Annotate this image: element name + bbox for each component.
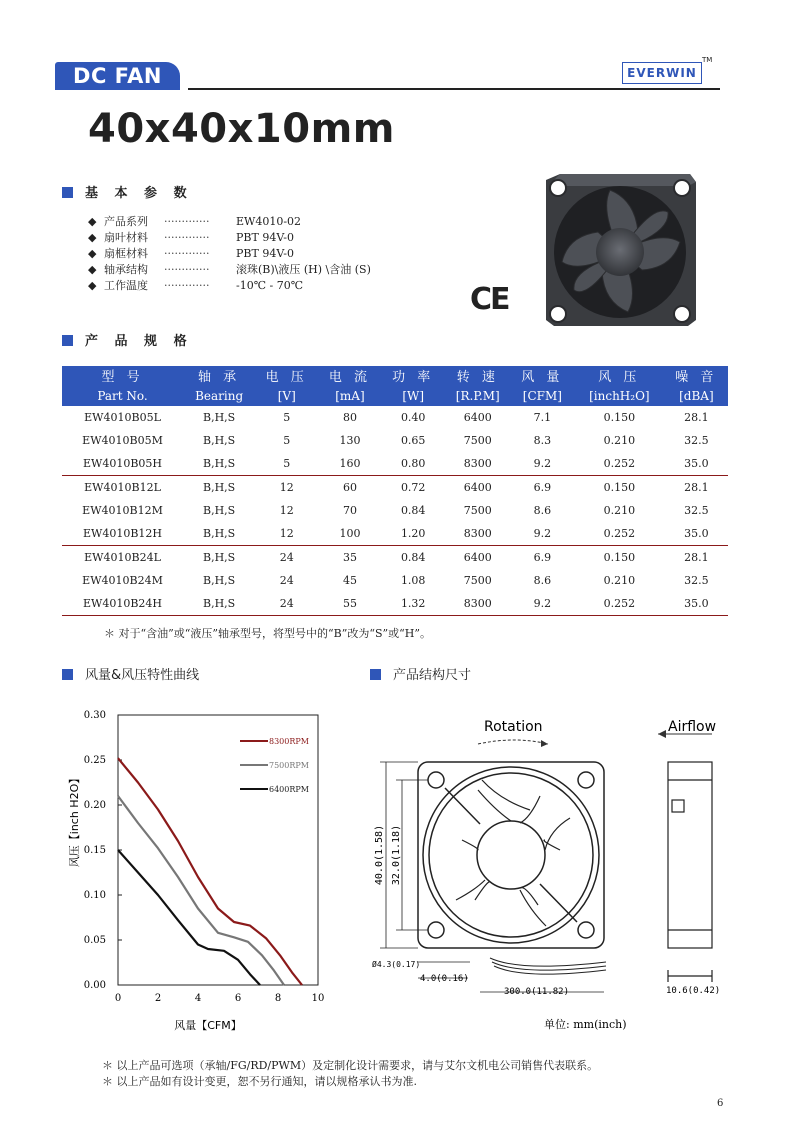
table-cell: 0.210	[603, 504, 636, 517]
table-cell: EW4010B05L	[84, 411, 161, 424]
param-leader-dots: ·············	[164, 263, 210, 276]
table-cell: 28.1	[684, 411, 709, 424]
table-cell: 80	[342, 411, 357, 424]
page-number: 6	[717, 1098, 724, 1109]
diamond-bullet-icon: ◆	[88, 247, 97, 260]
table-cell: 0.252	[574, 592, 665, 616]
curve-title: 风量&风压特性曲线	[85, 668, 200, 683]
param-value: 滚珠(B)\液压 (H) \含油 (S)	[236, 263, 371, 276]
y-tick-label: 0.15	[83, 845, 106, 856]
table-cell: 8.6	[533, 504, 552, 517]
x-axis-label: 风量【CFM】	[174, 1019, 242, 1032]
header-cell-en: Bearing	[183, 385, 255, 406]
param-value: -10℃ - 70℃	[236, 279, 304, 292]
legend-label: 6400RPM	[269, 785, 309, 794]
curve-heading	[62, 664, 199, 683]
rotation-label: Rotation	[484, 719, 543, 735]
unit-label: 单位: mm(inch)	[544, 1018, 627, 1031]
table-body	[62, 406, 728, 616]
table-cell: 45	[342, 574, 357, 587]
table-cell: 160	[318, 452, 381, 476]
table-cell: 5	[283, 411, 291, 424]
table-cell: 7500	[463, 574, 492, 587]
table-cell: 0.150	[603, 411, 636, 424]
param-leader-dots: ·············	[164, 231, 210, 244]
airflow-label: Airflow	[668, 719, 717, 735]
y-axis-label: 风压【inch H2O】	[68, 772, 81, 868]
y-tick-label: 0.30	[83, 710, 106, 721]
header-cell-cn: 转 速	[445, 366, 511, 385]
header-cell-cn: 轴 承	[183, 366, 255, 385]
table-row	[62, 499, 728, 522]
table-cell: 24	[279, 574, 294, 587]
table-cell: B,H,S	[202, 481, 236, 494]
table-cell: 8300	[445, 592, 511, 616]
x-tick-label: 4	[194, 993, 202, 1004]
basic-params-list	[88, 214, 371, 294]
y-tick-label: 0.10	[83, 890, 106, 901]
legend-label: 8300RPM	[269, 737, 309, 746]
header-cell-en: [inchH₂O]	[574, 385, 665, 406]
x-tick-label: 2	[154, 993, 162, 1004]
header-rule	[188, 88, 720, 90]
dim-10-6-label: 10.6(0.42)	[666, 986, 721, 996]
header-cell-cn: 噪 音	[665, 366, 728, 385]
table-cell: EW4010B12L	[84, 481, 161, 494]
dim-300-label: 300.0(11.82)	[504, 987, 570, 997]
table-cell: 6.9	[533, 481, 552, 494]
diamond-bullet-icon: ◆	[88, 231, 97, 244]
param-value: PBT 94V-0	[236, 247, 294, 260]
y-tick-label: 0.00	[83, 980, 106, 991]
diamond-bullet-icon: ◆	[88, 215, 97, 228]
table-cell: 6400	[463, 481, 492, 494]
table-cell: EW4010B24M	[82, 574, 163, 587]
table-cell: 55	[318, 592, 381, 616]
table-cell: 0.150	[603, 551, 636, 564]
table-cell: 6.9	[533, 551, 552, 564]
table-cell: B,H,S	[202, 434, 236, 447]
series-line-6400RPM	[118, 850, 260, 985]
table-cell: 9.2	[511, 522, 574, 546]
table-row	[62, 522, 728, 546]
param-label: 扇叶材料	[104, 231, 148, 244]
fan-front-view	[418, 762, 604, 948]
table-cell: 9.2	[511, 452, 574, 476]
param-row	[88, 246, 371, 262]
table-cell: B,H,S	[202, 574, 236, 587]
param-label: 扇框材料	[104, 247, 148, 260]
param-row	[88, 262, 371, 278]
table-cell: 0.65	[400, 434, 426, 447]
table-cell: B,H,S	[202, 504, 236, 517]
header-cell-cn: 型 号	[62, 366, 183, 385]
table-row	[62, 429, 728, 452]
basic-params-title: 基 本 参 数	[85, 186, 193, 201]
table-cell: 0.210	[603, 434, 636, 447]
param-row	[88, 230, 371, 246]
table-cell: 0.72	[400, 481, 426, 494]
param-label: 工作温度	[104, 279, 148, 292]
footnotes	[102, 1058, 598, 1090]
header-cell-cn: 电 压	[255, 366, 318, 385]
table-row	[62, 569, 728, 592]
table-cell: EW4010B05M	[82, 434, 163, 447]
table-row	[62, 592, 728, 616]
header-cell-cn: 风 压	[574, 366, 665, 385]
page-title: 40x40x10mm	[88, 106, 395, 152]
table-cell: B,H,S	[202, 551, 236, 564]
dim-4-label: 4.0(0.16)	[420, 974, 469, 984]
dim-40-label: 40.0(1.58)	[374, 824, 385, 886]
table-cell: 28.1	[684, 551, 709, 564]
header-cell-en: [mA]	[318, 385, 381, 406]
basic-params-heading	[62, 182, 193, 201]
table-cell: B,H,S	[183, 522, 255, 546]
table-cell: 6400	[463, 411, 492, 424]
specs-title: 产 品 规 格	[85, 334, 193, 349]
param-value: EW4010-02	[236, 215, 302, 228]
series-line-7500RPM	[118, 796, 284, 985]
struct-heading	[370, 664, 471, 683]
table-cell: 32.5	[684, 574, 709, 587]
header-cell-en: Part No.	[62, 385, 183, 406]
specs-heading	[62, 330, 193, 349]
airflow-arrowhead-icon	[658, 730, 666, 738]
param-label: 产品系列	[104, 215, 148, 228]
plot-frame	[118, 715, 318, 985]
table-cell: 8.3	[533, 434, 552, 447]
header-cell-cn: 功 率	[382, 366, 445, 385]
table-cell: 8.6	[533, 574, 552, 587]
table-cell: 7500	[463, 434, 492, 447]
header-cell-en: [R.P.M]	[445, 385, 511, 406]
y-tick-label: 0.05	[83, 935, 106, 946]
table-note: ＊ 对于“含油”或“液压”轴承型号，将型号中的“B”改为“S”或“H”。	[104, 627, 431, 640]
table-cell: 32.5	[684, 504, 709, 517]
table-cell: 0.40	[400, 411, 426, 424]
diamond-bullet-icon: ◆	[88, 279, 97, 292]
param-leader-dots: ·············	[164, 279, 210, 292]
diamond-bullet-icon: ◆	[88, 263, 97, 276]
table-cell: 8300	[445, 522, 511, 546]
table-cell: 1.08	[400, 574, 426, 587]
table-cell: 7500	[463, 504, 492, 517]
table-cell: 1.20	[382, 522, 445, 546]
table-cell: 12	[255, 522, 318, 546]
table-cell: B,H,S	[183, 592, 255, 616]
table-cell: B,H,S	[202, 411, 236, 424]
table-cell: 24	[255, 592, 318, 616]
x-tick-label: 10	[311, 993, 325, 1004]
trademark-mark: TM	[702, 56, 713, 64]
header-cell-en: [CFM]	[511, 385, 574, 406]
struct-title: 产品结构尺寸	[393, 668, 472, 683]
header-cell-en: [dBA]	[665, 385, 728, 406]
x-tick-label: 0	[114, 993, 122, 1004]
table-cell: EW4010B24L	[84, 551, 161, 564]
header-cell-en: [V]	[255, 385, 318, 406]
header-cell-cn: 电 流	[318, 366, 381, 385]
param-leader-dots: ·············	[164, 215, 210, 228]
dim-hole-label: Ø4.3(0.17)	[372, 960, 421, 969]
header-cell-cn: 风 量	[511, 366, 574, 385]
table-cell: B,H,S	[183, 452, 255, 476]
table-cell: 5	[255, 452, 318, 476]
table-cell: 130	[339, 434, 361, 447]
table-row	[62, 476, 728, 500]
section-badge: DC FAN	[55, 62, 180, 90]
table-header-row-en	[62, 385, 728, 406]
dim-32-label: 32.0(1.18)	[391, 824, 402, 886]
param-row	[88, 278, 371, 294]
param-leader-dots: ·············	[164, 247, 210, 260]
table-cell: 28.1	[684, 481, 709, 494]
square-bullet-icon	[62, 187, 73, 198]
table-cell: 35	[342, 551, 357, 564]
table-cell: 0.252	[574, 452, 665, 476]
table-cell: 60	[342, 481, 357, 494]
footnote-1: ＊ 以上产品可选项（承轴/FG/RD/PWM）及定制化设计需要求，请与艾尔文机电公司销售代表联系。	[102, 1059, 599, 1072]
x-tick-label: 8	[274, 993, 282, 1004]
table-cell: 7.1	[533, 411, 552, 424]
table-cell: 24	[279, 551, 294, 564]
table-header-row-cn	[62, 366, 728, 385]
table-cell: 100	[318, 522, 381, 546]
table-row	[62, 406, 728, 429]
table-cell: 0.210	[603, 574, 636, 587]
table-row	[62, 546, 728, 570]
table-cell: 12	[279, 481, 294, 494]
param-label: 轴承结构	[104, 263, 148, 276]
table-cell: 0.252	[574, 522, 665, 546]
param-value: PBT 94V-0	[236, 231, 294, 244]
x-tick-label: 6	[234, 993, 242, 1004]
table-cell: 1.32	[382, 592, 445, 616]
square-bullet-icon	[370, 669, 381, 680]
header-cell-en: [W]	[382, 385, 445, 406]
table-cell: 70	[342, 504, 357, 517]
legend-label: 7500RPM	[269, 761, 309, 770]
square-bullet-icon	[62, 669, 73, 680]
table-cell: 32.5	[684, 434, 709, 447]
table-cell: 5	[283, 434, 291, 447]
rotation-arrow-icon	[478, 740, 548, 744]
spec-table	[62, 366, 728, 616]
y-tick-label: 0.25	[83, 755, 106, 766]
table-cell: EW4010B12M	[82, 504, 163, 517]
table-row	[62, 452, 728, 476]
y-tick-label: 0.20	[83, 800, 106, 811]
table-cell: 12	[279, 504, 294, 517]
table-cell: 9.2	[511, 592, 574, 616]
table-cell: 35.0	[665, 592, 728, 616]
fan-side-view	[668, 762, 712, 982]
table-cell: 35.0	[665, 452, 728, 476]
footnote-2: ＊ 以上产品如有设计变更，恕不另行通知，请以规格承认书为准.	[102, 1075, 417, 1088]
table-cell: 0.150	[603, 481, 636, 494]
ce-mark: CE	[470, 282, 509, 317]
table-cell: EW4010B24H	[62, 592, 183, 616]
table-cell: 0.84	[400, 551, 426, 564]
table-cell: 0.80	[382, 452, 445, 476]
rotation-arrowhead-icon	[541, 740, 548, 747]
table-cell: EW4010B05H	[62, 452, 183, 476]
pq-curve-chart	[60, 700, 340, 1040]
table-cell: 6400	[463, 551, 492, 564]
table-cell: EW4010B12H	[62, 522, 183, 546]
table-cell: 8300	[445, 452, 511, 476]
fan-photo	[540, 170, 700, 334]
table-cell: 0.84	[400, 504, 426, 517]
lead-wires	[490, 958, 606, 974]
table-cell: 35.0	[665, 522, 728, 546]
brand-logo: EVERWIN	[622, 62, 702, 84]
dimension-drawing	[370, 700, 730, 1045]
square-bullet-icon	[62, 335, 73, 346]
param-row	[88, 214, 371, 230]
